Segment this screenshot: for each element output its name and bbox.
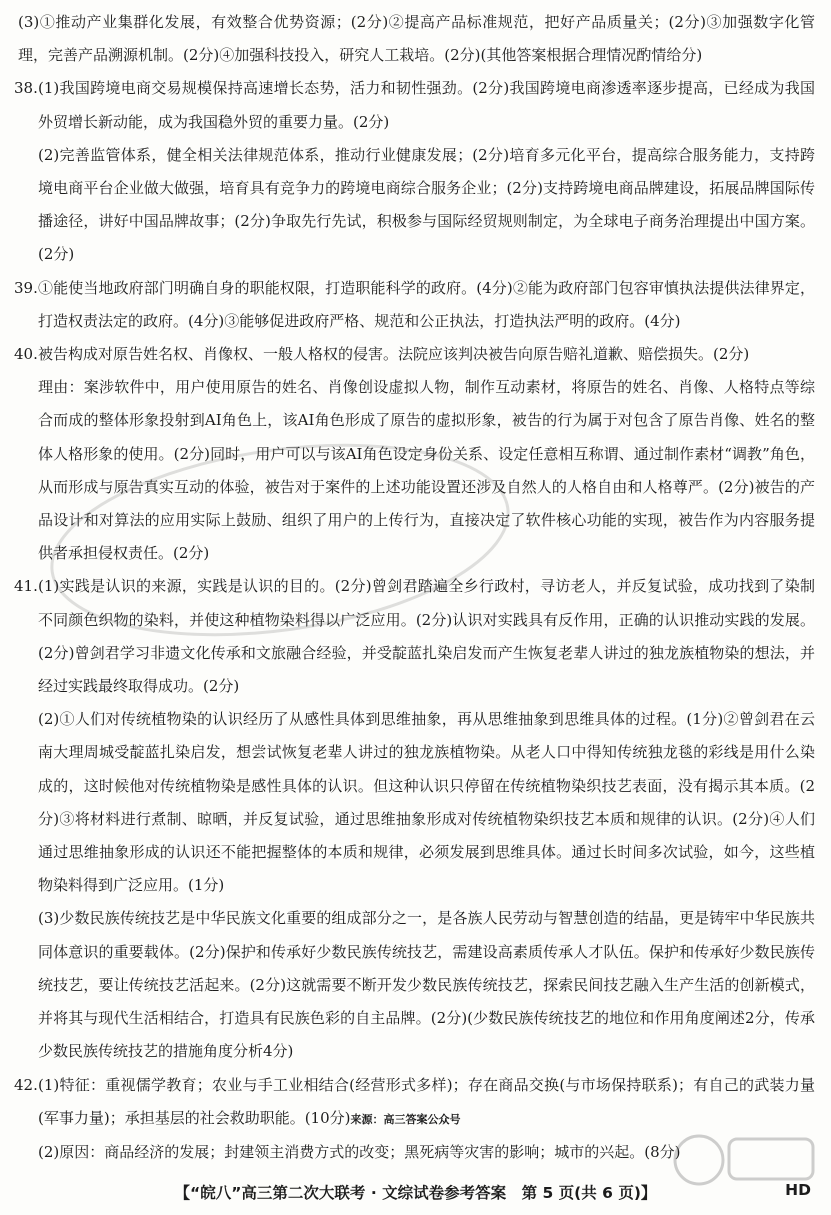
- question-38: [14, 72, 815, 271]
- question-number: 39.: [14, 278, 38, 297]
- question-40: [14, 338, 815, 570]
- q40-verdict: 被告构成对原告姓名权、肖像权、一般人格权的侵害。法院应该判决被告向原告赔礼道歉、赔偿损失。(2分): [38, 345, 750, 364]
- footer-text: 【“皖八”高三第二次大联考 · 文综试卷参考答案 第 5 页(共 6 页)】: [174, 1184, 657, 1202]
- q42-part1-text: (1)特征：重视儒学教育；农业与手工业相结合(经营形式多样)；存在商品交换(与市场保持联系)；有自己的武装力量(军事力量)；承担基层的社会救助职能。(10分): [38, 1075, 815, 1127]
- q41-part2: (2)①人们对传统植物染的认识经历了从感性具体到思维抽象，再从思维抽象到思维具体的过程。(1分)②曾剑君在云南大理周城受靛蓝扎染启发，想尝试恢复老辈人讲过的独龙族植物染。从老人口中得知传统独龙毯的彩线是用什么染成的，这时候他对传统植物染是感性具体的认识。但这种认识只停留在传统植物染织技艺表面，没有揭示其本质。(2分)③将材料进行煮制、晾晒，并反复试验，通过思维抽象形成对传统植物染织技艺本质和规律的认识。(2分)④人们通过思维抽象形成的认识还不能把握整体的本质和规律，必须发展到思维具体。通过长时间多次试验，如今，这些植物染料得到广泛应用。(1分): [38, 710, 815, 895]
- footer-code: HD: [785, 1181, 811, 1199]
- question-41: [14, 570, 815, 1068]
- q38-part2: (2)完善监管体系，健全相关法律规范体系，推动行业健康发展；(2分)培育多元化平台，提高综合服务能力，支持跨境电商平台企业做大做强，培育具有竞争力的跨境电商综合服务企业；(2分)支持跨境电商品牌建设，拓展品牌国际传播途径，讲好中国品牌故事；(2分)争取先行先试，积极参与国际经贸规则制定，为全球电子商务治理提出中国方案。(2分): [38, 145, 815, 264]
- q39-answer: ①能使当地政府部门明确自身的职能权限，打造职能科学的政府。(4分)②能为政府部门包容审慎执法提供法律界定，打造权责法定的政府。(4分)③能够促进政府严格、规范和公正执法，打造执法严明的政府。(4分): [38, 278, 815, 330]
- page-footer: [0, 1181, 831, 1203]
- question-number: 38.: [14, 79, 38, 98]
- q38-part1: (1)我国跨境电商交易规模保持高速增长态势，活力和韧性强劲。(2分)我国跨境电商渗透率逐步提高，已经成为我国外贸增长新动能，成为我国稳外贸的重要力量。(2分): [38, 79, 815, 131]
- answer-sheet-body: [14, 6, 815, 1169]
- question-number: 42.: [14, 1075, 38, 1094]
- q41-part1: (1)实践是认识的来源，实践是认识的目的。(2分)曾剑君踏遍全乡行政村，寻访老人，并反复试验，成功找到了染制不同颜色织物的染料，并使这种植物染料得以广泛应用。(2分)认识对实践具有反作用，正确的认识推动实践的发展。(2分)曾剑君学习非遗文化传承和文旅融合经验，并受靛蓝扎染启发而产生恢复老辈人讲过的独龙族植物染的想法，并经过实践最终取得成功。(2分): [38, 577, 815, 696]
- q40-reasons: 理由：案涉软件中，用户使用原告的姓名、肖像创设虚拟人物，制作互动素材，将原告的姓名、肖像、人格特点等综合而成的整体形象投射到AI角色上，该AI角色形成了原告的虚拟形象，被告的行为属于对包含了原告肖像、姓名的整体人格形象的使用。(2分)同时，用户可以与该AI角色设定身份关系、设定任意相互称谓、通过制作素材“调教”角色，从而形成与原告真实互动的体验，被告对于案件的上述功能设置还涉及自然人的人格自由和人格尊严。(2分)被告的产品设计和对算法的应用实际上鼓励、组织了用户的上传行为，直接决定了软件核心功能的实现，被告作为内容服务提供者承担侵权责任。(2分): [38, 378, 815, 563]
- q37-part3: (3)①推动产业集群化发展，有效整合优势资源；(2分)②提高产品标准规范，把好产品质量关；(2分)③加强数字化管理，完善产品溯源机制。(2分)④加强科技投入，研究人工栽培。(2分)(其他答案根据合理情况酌情给分): [18, 13, 815, 65]
- source-note: 来源：高三答案公众号: [350, 1112, 461, 1126]
- q42-part2: (2)原因：商品经济的发展；封建领主消费方式的改变；黑死病等灾害的影响；城市的兴起。(8分): [38, 1142, 681, 1161]
- question-number: 40.: [14, 345, 38, 364]
- q41-part3: (3)少数民族传统技艺是中华民族文化重要的组成部分之一，是各族人民劳动与智慧创造的结晶，更是铸牢中华民族共同体意识的重要载体。(2分)保护和传承好少数民族传统技艺，需建设高素质传承人才队伍。保护和传承好少数民族传统技艺，要让传统技艺活起来。(2分)这就需要不断开发少数民族传统技艺，探索民间技艺融入生产生活的创新模式，并将其与现代生活相结合，打造具有民族色彩的自主品牌。(2分)(少数民族传统技艺的地位和作用角度阐述2分，传承少数民族传统技艺的措施角度分析4分): [38, 909, 815, 1061]
- question-number: 41.: [14, 577, 38, 596]
- question-39: [14, 272, 815, 338]
